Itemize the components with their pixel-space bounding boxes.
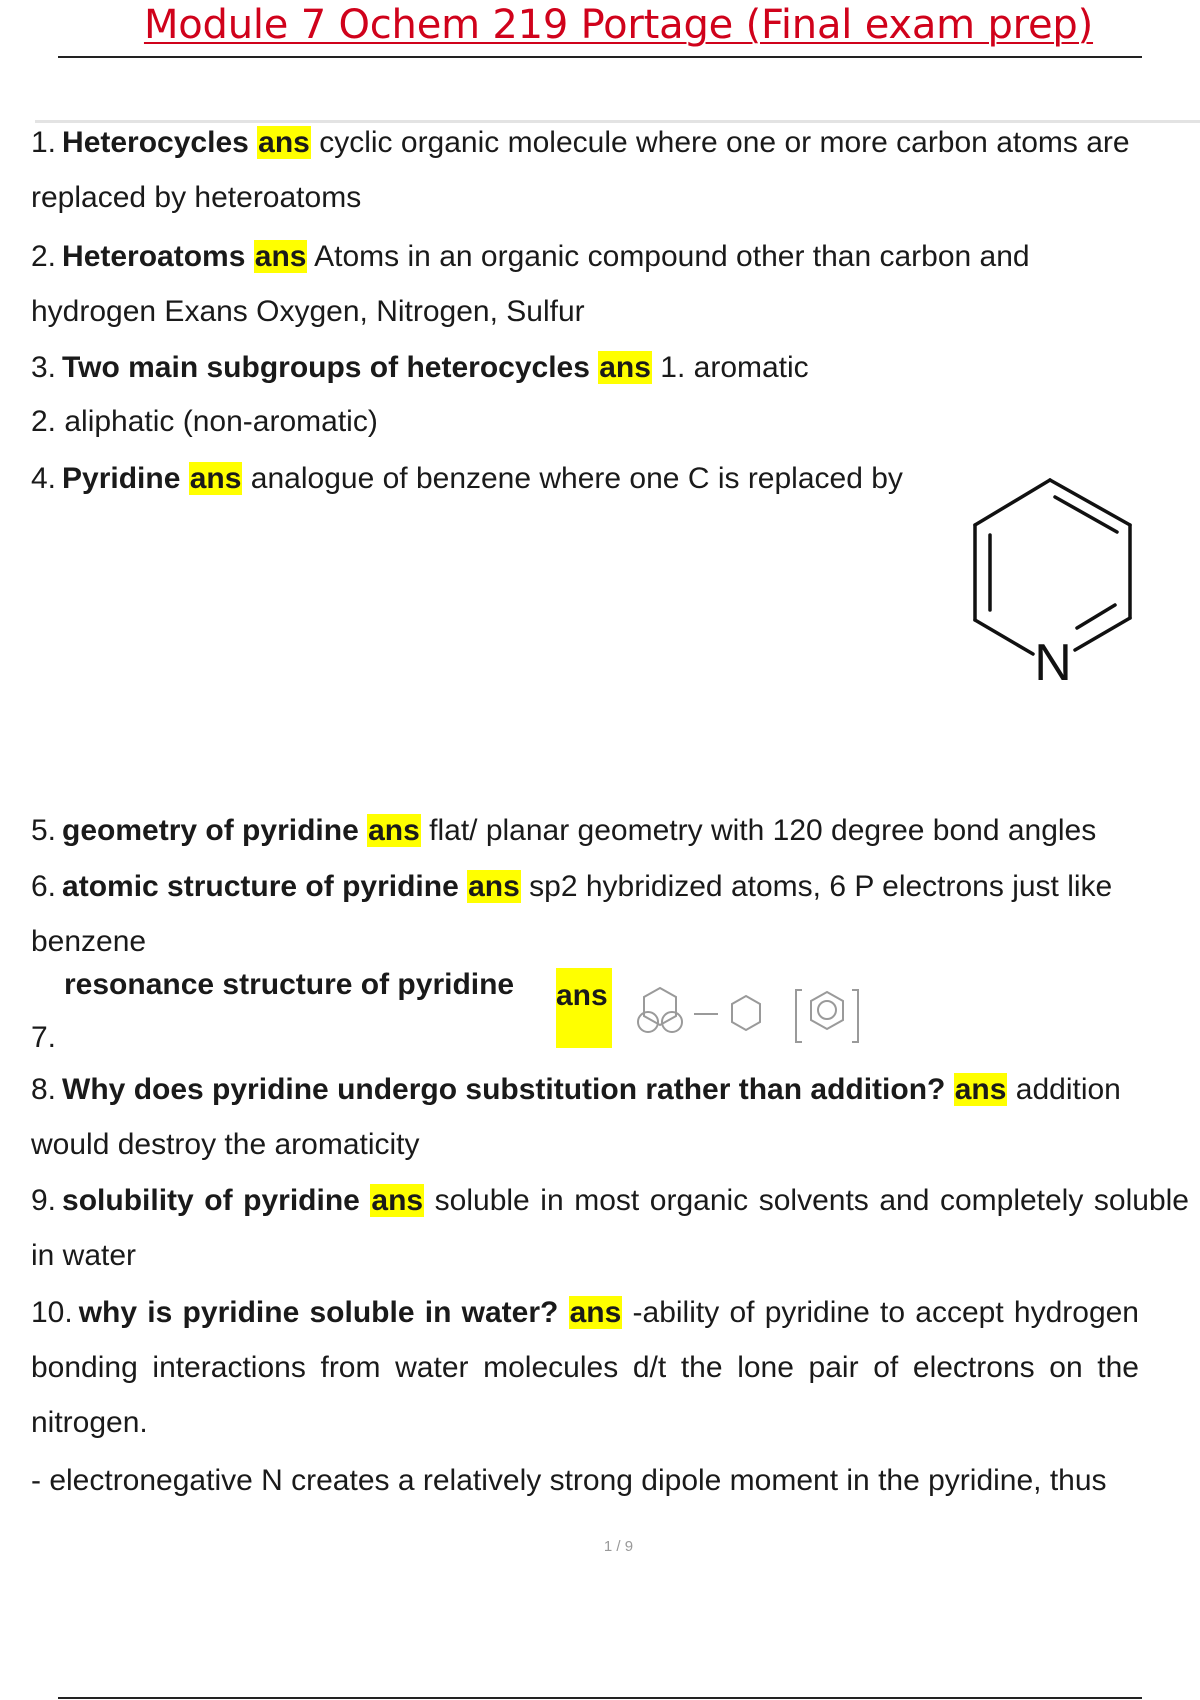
ans-highlight: ans xyxy=(371,1184,424,1217)
ans-highlight: ans xyxy=(599,351,651,384)
item-number: 1. xyxy=(31,126,57,159)
item-term: why is pyridine soluble in water? xyxy=(78,1296,559,1329)
bracket-left xyxy=(796,990,802,1042)
item-answer: analogue of benzene where one C is replaced by xyxy=(250,462,903,495)
item-answer: cyclic organic molecule where one or more carbon atoms are replaced by heteroatoms xyxy=(31,126,1130,214)
ans-highlight: ans xyxy=(258,126,310,159)
ans-highlight: ans xyxy=(954,1073,1007,1106)
item-answer: addition would destroy the aromaticity xyxy=(31,1073,1121,1161)
ans-highlight: ans xyxy=(569,1296,622,1329)
item-number: 9. xyxy=(31,1184,57,1217)
page-number: 1 / 9 xyxy=(603,1538,634,1555)
item-term: Heteroatoms xyxy=(62,240,246,273)
list-item xyxy=(31,859,1176,969)
item-answer: flat/ planar geometry with 120 degree bond angles xyxy=(429,814,1097,847)
item-term: Heterocycles xyxy=(62,126,249,159)
item-term: Why does pyridine undergo substitution rather than addition? xyxy=(62,1073,946,1106)
item-number: 3. xyxy=(31,351,57,384)
ans-highlight: ans xyxy=(254,240,307,273)
list-item-continuation: - electronegative N creates a relatively strong dipole moment in the pyridine, thus xyxy=(31,1464,1107,1497)
item-answer: soluble in most organic solvents and completely soluble in water xyxy=(31,1184,1189,1272)
list-item-continuation: 2. aliphatic (non-aromatic) xyxy=(31,405,378,438)
item-number: 2. xyxy=(31,240,57,273)
list-item xyxy=(31,229,1146,339)
resonance-ring xyxy=(732,996,760,1030)
item-answer: Atoms in an organic compound other than carbon and hydrogen Exans Oxygen, Nitrogen, Sulfur xyxy=(31,240,1030,328)
item-term: Pyridine xyxy=(62,462,181,495)
item-term: atomic structure of pyridine xyxy=(62,870,459,903)
item-answer: sp2 hybridized atoms, 6 P electrons just like benzene xyxy=(31,870,1113,958)
list-item xyxy=(31,1062,1131,1172)
item-number: 4. xyxy=(31,462,57,495)
item-term: Two main subgroups of heterocycles xyxy=(62,351,590,384)
footer-divider xyxy=(58,1697,1142,1699)
item-number: 7. xyxy=(31,1021,57,1054)
list-item xyxy=(31,1173,1189,1283)
resonance-ring xyxy=(644,988,676,1025)
item-term: resonance structure of pyridine xyxy=(64,968,515,1001)
item-term: solubility of pyridine xyxy=(62,1184,360,1217)
ring-bond xyxy=(975,620,1033,654)
pyridine-structure-image xyxy=(965,470,1165,700)
item-answer: -ability of pyridine to accept hydrogen bonding interactions from water molecules d/t the lone pair of electrons on the nitrogen. xyxy=(31,1296,1139,1439)
ans-highlight: ans xyxy=(368,814,420,847)
page-title: Module 7 Ochem 219 Portage (Final exam prep) xyxy=(143,2,1094,48)
resonance-ring xyxy=(811,992,843,1029)
resonance-structure-image xyxy=(630,982,870,1054)
item-answer: 1. aromatic xyxy=(660,351,809,384)
item-number: 8. xyxy=(31,1073,57,1106)
ring-double-bond xyxy=(1077,605,1115,628)
item-term: geometry of pyridine xyxy=(62,814,359,847)
list-item xyxy=(31,340,1189,395)
ans-highlight: ans xyxy=(189,462,242,495)
item-number: 10. xyxy=(31,1296,73,1329)
ans-highlight: ans xyxy=(468,870,520,903)
list-item xyxy=(31,1285,1139,1450)
resonance-ring xyxy=(818,1001,836,1019)
bracket-right xyxy=(852,990,858,1042)
list-item xyxy=(31,115,1171,225)
item-number: 6. xyxy=(31,870,57,903)
list-item xyxy=(31,803,1189,858)
ring-bond xyxy=(975,480,1050,525)
item-number: 5. xyxy=(31,814,57,847)
title-divider xyxy=(58,56,1142,58)
ans-highlight: ans xyxy=(556,968,612,1048)
nitrogen-atom-label: N xyxy=(1034,634,1072,692)
